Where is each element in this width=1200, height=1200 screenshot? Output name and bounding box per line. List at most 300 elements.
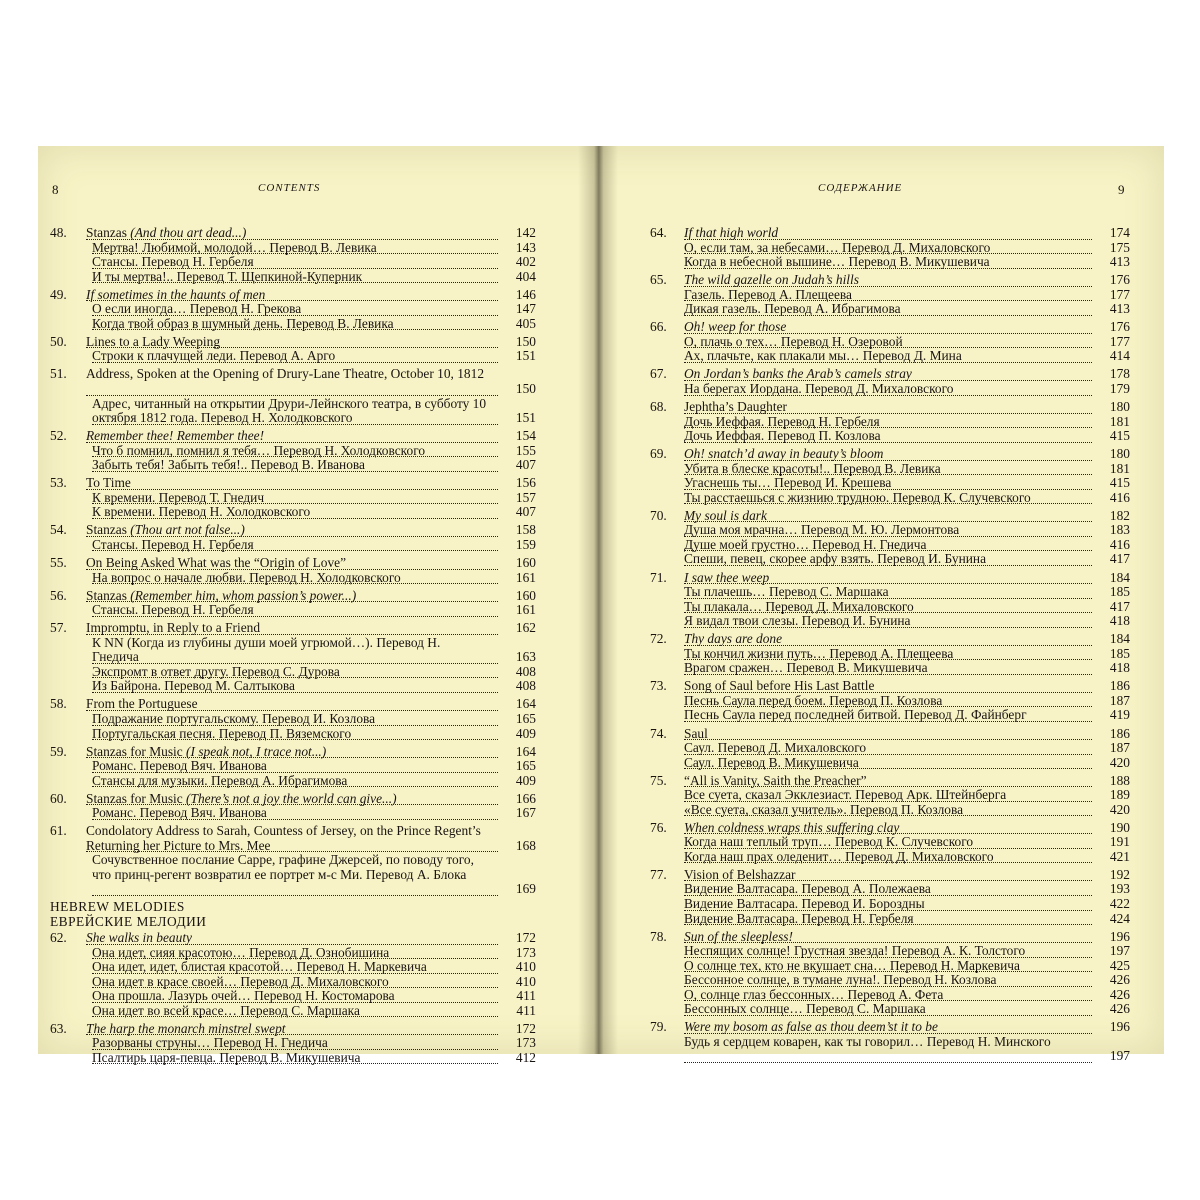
- entry-title: If that high world: [684, 226, 779, 240]
- leader-rule: [86, 536, 498, 537]
- entry-page: 174: [1109, 225, 1130, 240]
- toc-translation: [50, 727, 536, 742]
- entry-title: Адрес, читанный на открытии Друри-Лейнского театра, в субботу 10 октября 1812 года. Перевод Н. Холодковского: [92, 396, 487, 426]
- entry-page: 425: [1109, 957, 1130, 973]
- leader-rule: [684, 489, 1092, 490]
- entry-title: Song of Saul before His Last Battle: [684, 679, 875, 694]
- leader-rule: [92, 1002, 498, 1003]
- leader-rule: [684, 550, 1092, 551]
- entry-title: Когда твой образ в шумный день. Перевод В. Левика: [92, 316, 394, 331]
- right-header: [618, 182, 1164, 200]
- toc-translation: [684, 302, 1130, 317]
- entry-page: 169: [515, 881, 536, 897]
- toc-translation: [50, 665, 536, 680]
- entry-page: 175: [1109, 239, 1130, 255]
- leader-rule: [92, 282, 498, 283]
- toc-translation: [684, 756, 1130, 771]
- leader-rule: [92, 315, 498, 316]
- entry-page: 408: [515, 678, 536, 694]
- toc-entry: [50, 556, 536, 571]
- entry-page: 190: [1109, 819, 1130, 835]
- toc-translation: [50, 975, 536, 990]
- entry-page: 405: [515, 315, 536, 331]
- toc-translation: [684, 462, 1130, 477]
- entry-page: 426: [1109, 1001, 1130, 1017]
- entry-number: 64.: [650, 225, 667, 240]
- entry-title: Когда наш прах оледенит… Перевод Д. Михаловского: [684, 849, 994, 864]
- leader-rule: [92, 895, 498, 896]
- entry-number: 49.: [50, 286, 67, 302]
- entry-number: 57.: [50, 620, 67, 636]
- entry-page: 147: [515, 301, 536, 317]
- entry-page: 192: [1109, 866, 1130, 882]
- leader-rule: [684, 721, 1092, 722]
- entry-page: 176: [1109, 272, 1130, 288]
- entry-page: 180: [1109, 446, 1130, 462]
- leader-rule: [684, 815, 1092, 816]
- leader-rule: [86, 1034, 498, 1035]
- toc-translation: [50, 317, 536, 332]
- entry-title: Что б помнил, помнил я тебя… Перевод Н. Холодковского: [92, 443, 426, 458]
- entry-number: 65.: [650, 272, 667, 288]
- toc-entry: [50, 288, 536, 303]
- entry-page: 411: [516, 988, 536, 1004]
- entry-title: Строки к плачущей леди. Перевод А. Арго: [92, 349, 336, 364]
- entry-page: 408: [515, 663, 536, 679]
- entry-number: 59.: [50, 743, 67, 759]
- toc-entry: [50, 429, 536, 444]
- left-toc: [50, 226, 536, 1065]
- toc-entry: [650, 366, 1130, 382]
- leader-rule: [92, 973, 498, 974]
- entry-page: 173: [515, 1035, 536, 1051]
- toc-translation: [684, 973, 1130, 988]
- entry-page: 184: [1109, 631, 1130, 647]
- entry-page: 151: [515, 410, 536, 426]
- toc-entry: [50, 697, 536, 712]
- toc-entry: [50, 621, 536, 636]
- leader-rule: [684, 739, 1092, 740]
- toc-translation: [684, 897, 1130, 912]
- entry-title: О солнце тех, кто не вкушает сна… Перевод Н. Маркевича: [684, 958, 1020, 973]
- leader-rule: [684, 848, 1092, 849]
- entry-page: 188: [1109, 772, 1130, 788]
- entry-page: 413: [1109, 301, 1130, 317]
- leader-rule: [92, 583, 498, 584]
- leader-rule: [684, 536, 1092, 537]
- toc-translation: [684, 882, 1130, 897]
- toc-translation: [50, 759, 536, 774]
- leader-rule: [684, 862, 1092, 863]
- leader-rule: [92, 786, 498, 787]
- leader-rule: [684, 924, 1092, 925]
- leader-rule: [684, 565, 1092, 566]
- entry-page: 150: [515, 380, 536, 396]
- entry-page: 186: [1109, 678, 1130, 694]
- entry-page: 168: [515, 837, 536, 853]
- entry-title: Мертва! Любимой, молодой… Перевод В. Левика: [92, 240, 377, 255]
- entry-title: Ты расстаешься с жизнию трудною. Перевод К. Случевского: [684, 490, 1031, 505]
- leader-rule: [92, 518, 498, 519]
- entry-title: Все суета, сказал Экклезиаст. Перевод Арк. Штейнберга: [684, 788, 1007, 803]
- entry-number: 78.: [650, 928, 667, 944]
- entry-title: Стансы. Перевод Н. Гербеля: [92, 603, 254, 618]
- toc-translation: [684, 476, 1130, 491]
- entry-title: Угаснешь ты… Перевод И. Крешева: [684, 476, 892, 491]
- toc-translation: [684, 835, 1130, 850]
- entry-title: Lines to a Lady Weeping: [86, 334, 221, 349]
- leader-rule: [684, 413, 1092, 414]
- leader-rule: [684, 942, 1092, 943]
- toc-translation: [50, 349, 536, 364]
- entry-title: Когда наш теплый труп… Перевод К. Случевского: [684, 835, 974, 850]
- entry-page: 155: [515, 442, 536, 458]
- leader-rule: [92, 268, 498, 269]
- entry-page: 185: [1109, 645, 1130, 661]
- entry-title: Стансы для музыки. Перевод А. Ибрагимова: [92, 773, 348, 788]
- leader-rule: [684, 521, 1092, 522]
- entry-title: Газель. Перевод А. Плещеева: [684, 287, 852, 302]
- leader-rule: [92, 987, 498, 988]
- entry-title: Impromptu, in Reply to a Friend: [86, 621, 261, 636]
- entry-page: 179: [1109, 380, 1130, 396]
- entry-title: “All is Vanity, Saith the Preacher”: [684, 773, 867, 788]
- leader-rule: [86, 442, 498, 443]
- toc-entry: [50, 476, 536, 491]
- entry-title: Jephtha’s Daughter: [684, 400, 788, 415]
- leader-rule: [92, 725, 498, 726]
- entry-number: 68.: [650, 399, 667, 415]
- toc-translation: [50, 853, 536, 897]
- entry-page: 183: [1109, 522, 1130, 538]
- entry-page: 184: [1109, 569, 1130, 585]
- entry-number: 55.: [50, 554, 67, 570]
- entry-title: Vision of Belshazzar: [684, 867, 796, 882]
- toc-translation: [50, 491, 536, 506]
- left-page: [38, 146, 578, 1065]
- leader-rule: [92, 663, 498, 664]
- entry-number: 72.: [650, 631, 667, 647]
- toc-entry: [650, 319, 1130, 335]
- entry-title: From the Portuguese: [86, 697, 198, 712]
- entry-page: 146: [515, 286, 536, 302]
- entry-title: On Jordan’s banks the Arab’s camels stray: [684, 367, 912, 382]
- toc-entry: [50, 335, 536, 350]
- entry-title: Дикая газель. Перевод А. Ибрагимова: [684, 302, 901, 317]
- toc-translation: [684, 614, 1130, 629]
- entry-title: К времени. Перевод Н. Холодковского: [92, 505, 311, 520]
- leader-rule: [684, 645, 1092, 646]
- toc-translation: [684, 600, 1130, 615]
- entry-number: 79.: [650, 1019, 667, 1035]
- entry-title: Ты кончил жизни путь… Перевод А. Плещеева: [684, 646, 954, 661]
- toc-translation: [50, 1051, 536, 1066]
- entry-page: 419: [1109, 707, 1130, 723]
- toc-entry: [50, 589, 536, 604]
- entry-page: 402: [515, 254, 536, 270]
- entry-page: 160: [515, 554, 536, 570]
- leader-rule: [86, 300, 498, 301]
- entry-title: Stanzas (And thou art dead...): [86, 226, 247, 240]
- entry-title: Она идет, сияя красотою… Перевод Д. Ознобишина: [92, 945, 390, 960]
- entry-page: 420: [1109, 754, 1130, 770]
- toc-translation: [684, 1002, 1130, 1017]
- toc-entry: [650, 631, 1130, 647]
- entry-title: Стансы. Перевод Н. Гербеля: [92, 255, 254, 270]
- entry-page: 161: [515, 602, 536, 618]
- toc-translation: [684, 912, 1130, 927]
- leader-rule: [684, 268, 1092, 269]
- left-running-head: CONTENTS: [258, 182, 321, 194]
- toc-entry: [50, 226, 536, 241]
- toc-translation: [684, 708, 1130, 723]
- toc-entry: [650, 569, 1130, 586]
- leader-rule: [92, 1063, 498, 1064]
- entry-page: 410: [515, 959, 536, 975]
- entry-page: 143: [515, 239, 536, 255]
- entry-page: 193: [1109, 881, 1130, 897]
- entry-title: Неспящих солнце! Грустная звезда! Перевод А. К. Толстого: [684, 944, 1026, 959]
- entry-number: 62.: [50, 929, 67, 945]
- entry-title: Убита в блеске красоты!.. Перевод В. Левика: [684, 461, 941, 476]
- leader-rule: [92, 362, 498, 363]
- entry-title: Oh! weep for those: [684, 320, 787, 335]
- entry-number: 51.: [50, 366, 67, 382]
- toc-translation: [50, 603, 536, 618]
- entry-number: 54.: [50, 522, 67, 538]
- entry-title: «Все суета, сказал учитель». Перевод П. Козлова: [684, 802, 964, 817]
- entry-page: 197: [1109, 1048, 1130, 1064]
- entry-title: На вопрос о начале любви. Перевод Н. Холодковского: [92, 570, 401, 585]
- entry-page: 413: [1109, 254, 1130, 270]
- leader-rule: [684, 674, 1092, 675]
- leader-rule: [684, 957, 1092, 958]
- right-page-number: 9: [1118, 182, 1125, 197]
- toc-entry: [650, 399, 1130, 415]
- entry-number: 67.: [650, 366, 667, 382]
- toc-translation: [50, 458, 536, 473]
- entry-title: Видение Валтасара. Перевод Н. Гербеля: [684, 911, 914, 926]
- entry-title: Саул. Перевод В. Микушевича: [684, 755, 859, 770]
- toc-entry: [650, 678, 1130, 694]
- entry-title: The harp the monarch minstrel swept: [86, 1021, 286, 1036]
- entry-page: 166: [515, 790, 536, 806]
- entry-page: 424: [1109, 910, 1130, 926]
- entry-page: 187: [1109, 692, 1130, 708]
- entry-page: 178: [1109, 366, 1130, 382]
- toc-entry: [50, 824, 536, 853]
- toc-translation: [50, 241, 536, 256]
- entry-title: Дочь Иеффая. Перевод Н. Гербеля: [684, 414, 880, 429]
- entry-page: 150: [515, 333, 536, 349]
- entry-title: Она идет во всей красе… Перевод С. Маршака: [92, 1003, 360, 1018]
- entry-page: 420: [1109, 801, 1130, 817]
- entry-number: 71.: [650, 569, 667, 585]
- entry-page: 409: [515, 725, 536, 741]
- leader-rule: [86, 347, 498, 348]
- entry-title: Ты плакала… Перевод Д. Михаловского: [684, 599, 914, 614]
- entry-number: 48.: [50, 225, 67, 240]
- toc-translation: [684, 850, 1130, 865]
- toc-entry: [50, 1022, 536, 1037]
- entry-page: 409: [515, 772, 536, 788]
- entry-title: Песнь Саула перед боем. Перевод П. Козлова: [684, 693, 943, 708]
- leader-rule: [684, 442, 1092, 443]
- leader-rule: [684, 768, 1092, 769]
- left-header: [38, 182, 578, 200]
- entry-page: 196: [1109, 928, 1130, 944]
- leader-rule: [684, 315, 1092, 316]
- entry-title: Stanzas for Music (I speak not, I trace not...): [86, 744, 327, 759]
- toc-translation: [684, 944, 1130, 959]
- toc-entry: [50, 745, 536, 760]
- entry-title: My soul is dark: [684, 508, 767, 523]
- leader-rule: [684, 1015, 1092, 1016]
- entry-title: On Being Asked What was the “Origin of Love”: [86, 555, 347, 570]
- toc-translation: [50, 571, 536, 586]
- entry-page: 176: [1109, 319, 1130, 335]
- toc-translation: [684, 988, 1130, 1003]
- entry-page: 422: [1109, 896, 1130, 912]
- leader-rule: [684, 583, 1092, 584]
- section-heading-ru: ЕВРЕЙСКИЕ МЕЛОДИИ: [50, 913, 207, 929]
- entry-number: 58.: [50, 696, 67, 712]
- entry-page: 417: [1109, 551, 1130, 567]
- entry-page: 181: [1109, 413, 1130, 429]
- leader-rule: [684, 253, 1092, 254]
- entry-page: 163: [515, 649, 536, 665]
- entry-page: 415: [1109, 475, 1130, 491]
- leader-rule: [684, 1000, 1092, 1001]
- entry-number: 53.: [50, 475, 67, 491]
- leader-rule: [86, 601, 498, 602]
- entry-page: 421: [1109, 848, 1130, 864]
- leader-rule: [92, 329, 498, 330]
- entry-number: 73.: [650, 678, 667, 694]
- toc-translation: [50, 505, 536, 520]
- entry-title: Were my bosom as false as thou deem’st it to be: [684, 1020, 938, 1035]
- leader-rule: [86, 634, 498, 635]
- leader-rule: [684, 333, 1092, 334]
- entry-title: Романс. Перевод Вяч. Иванова: [92, 806, 267, 821]
- entry-page: 157: [515, 489, 536, 505]
- leader-rule: [684, 612, 1092, 613]
- toc-translation: [50, 1036, 536, 1051]
- entry-page: 404: [515, 268, 536, 284]
- entry-title: Ах, плачьте, как плакали мы… Перевод Д. Мина: [684, 349, 962, 364]
- leader-rule: [684, 300, 1092, 301]
- leader-rule: [684, 362, 1092, 363]
- right-running-head: СОДЕРЖАНИЕ: [818, 182, 903, 194]
- leader-rule: [684, 239, 1092, 240]
- toc-translation: [684, 491, 1130, 506]
- leader-rule: [684, 692, 1092, 693]
- entry-title: Из Байрона. Перевод М. Салтыкова: [92, 679, 295, 694]
- toc-translation: [684, 1035, 1130, 1064]
- toc-translation: [684, 255, 1130, 270]
- entry-title: Condolatory Address to Sarah, Countess of Jersey, on the Prince Regent’s Returning her Picture to Mrs. Mee: [86, 824, 481, 853]
- entry-title: Стансы. Перевод Н. Гербеля: [92, 537, 254, 552]
- entry-page: 172: [515, 1020, 536, 1036]
- leader-rule: [684, 347, 1092, 348]
- entry-title: Подражание португальскому. Перевод И. Козлова: [92, 711, 376, 726]
- leader-rule: [684, 503, 1092, 504]
- entry-page: 177: [1109, 333, 1130, 349]
- section-heading-en: HEBREW MELODIES: [50, 898, 185, 914]
- toc-translation: [684, 415, 1130, 430]
- leader-rule: [684, 286, 1092, 287]
- toc-translation: [684, 523, 1130, 538]
- entry-number: 52.: [50, 428, 67, 444]
- toc-entry: [650, 866, 1130, 883]
- toc-translation: [50, 774, 536, 789]
- toc-entry: [650, 928, 1130, 945]
- entry-page: 426: [1109, 972, 1130, 988]
- toc-translation: [684, 661, 1130, 676]
- entry-page: 410: [515, 973, 536, 989]
- leader-rule: [684, 833, 1092, 834]
- entry-page: 161: [515, 569, 536, 585]
- entry-title: Thy days are done: [684, 632, 783, 647]
- entry-title: Забыть тебя! Забыть тебя!.. Перевод В. Иванова: [92, 458, 366, 473]
- entry-page: 172: [515, 929, 536, 945]
- entry-title: If sometimes in the haunts of men: [86, 287, 266, 302]
- entry-title: Спеши, певец, скорее арфу взять. Перевод И. Бунина: [684, 552, 987, 567]
- leader-rule: [86, 757, 498, 758]
- entry-title: Stanzas for Music (There’s not a joy the world can give...): [86, 791, 397, 806]
- entry-page: 196: [1109, 1019, 1130, 1035]
- entry-number: 61.: [50, 823, 67, 839]
- entry-title: Видение Валтасара. Перевод И. Бороздны: [684, 897, 925, 912]
- entry-title: Stanzas (Thou art not false...): [86, 523, 245, 538]
- leader-rule: [684, 380, 1092, 381]
- entry-title: Дочь Иеффая. Перевод П. Козлова: [684, 429, 881, 444]
- entry-page: 407: [515, 457, 536, 473]
- toc-translation: [684, 538, 1130, 553]
- toc-entry: [650, 772, 1130, 789]
- entry-title: I saw thee weep: [684, 570, 770, 585]
- toc-translation: [50, 538, 536, 553]
- leader-rule: [86, 710, 498, 711]
- toc-entry: [650, 725, 1130, 742]
- entry-page: 426: [1109, 986, 1130, 1002]
- entry-number: 56.: [50, 587, 67, 603]
- toc-translation: [50, 946, 536, 961]
- entry-page: 418: [1109, 613, 1130, 629]
- entry-number: 70.: [650, 507, 667, 523]
- toc-entry: [50, 931, 536, 946]
- entry-number: 60.: [50, 790, 67, 806]
- leader-rule: [92, 503, 498, 504]
- leader-rule: [684, 460, 1092, 461]
- entry-title: О, солнце глаз бессонных… Перевод А. Фета: [684, 987, 944, 1002]
- entry-title: К NN (Когда из глубины души моей угрюмой…). Перевод Н. Гнедича: [92, 635, 441, 665]
- toc-translation: [50, 806, 536, 821]
- leader-rule: [684, 627, 1092, 628]
- toc-entry: [50, 523, 536, 538]
- toc-translation: [50, 679, 536, 694]
- entry-number: 77.: [650, 866, 667, 882]
- entry-title: Ты плачешь… Перевод С. Маршака: [684, 585, 889, 600]
- toc-translation: [684, 585, 1130, 600]
- entry-page: 416: [1109, 536, 1130, 552]
- entry-title: Она идет, идет, блистая красотой… Перевод Н. Маркевича: [92, 960, 427, 975]
- leader-rule: [684, 786, 1092, 787]
- entry-title: Сочувственное послание Сарре, графине Джерсей, по поводу того, что принц-регент возвратил ее портрет м-с Ми. Перевод А. Блока: [92, 853, 474, 882]
- entry-page: 189: [1109, 787, 1130, 803]
- leader-rule: [86, 851, 498, 852]
- entry-title: Бессонных солнце… Перевод С. Маршака: [684, 1002, 926, 1017]
